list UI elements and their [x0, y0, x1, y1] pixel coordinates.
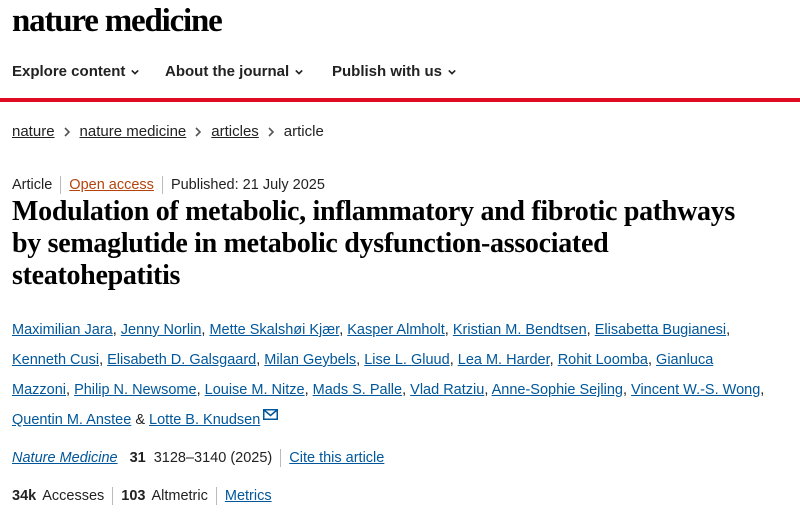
open-access-link[interactable]: Open access: [69, 177, 154, 193]
author-link[interactable]: Elisabeth D. Galsgaard: [107, 352, 257, 368]
author-link[interactable]: Philip N. Newsome: [74, 382, 197, 398]
article-metrics: [12, 487, 272, 505]
published-date: Published: 21 July 2025: [170, 177, 325, 193]
author-link[interactable]: Elisabetta Bugianesi: [594, 322, 727, 338]
accesses-count: 34k: [12, 488, 37, 504]
breadcrumb-nature[interactable]: nature: [12, 123, 55, 140]
divider: [60, 176, 61, 194]
accesses-label: Accesses: [42, 488, 105, 504]
nav-publish-with-us[interactable]: [332, 63, 456, 80]
altmetric-label: Altmetric: [151, 488, 208, 504]
breadcrumb: [12, 123, 324, 140]
author-list: Maximilian Jara, Jenny Norlin, Mette Skalshøi Kjær, Kasper Almholt, Kristian M. Bendtsen, Elisabetta Bugianesi, Kenneth Cusi, Elisabeth D. Galsgaard, Milan Geybels, Lise L. Gluud, Lea M. Harder, Rohit Loomba, Gianluca Mazzoni, Philip N. Newsome, Louise M. Nitze, Mads S. Palle, Vlad Ratziu, Anne-Sophie Sejling, Vincent W.-S. Wong, Quentin M. Anstee & Lotte B. Knudsen: [12, 322, 765, 428]
divider: [280, 449, 281, 467]
altmetric-score: 103: [121, 488, 146, 504]
author-link[interactable]: Milan Geybels: [264, 352, 357, 368]
journal-logo[interactable]: nature medicine: [12, 3, 222, 39]
author-link[interactable]: Vincent W.-S. Wong: [631, 382, 761, 398]
article-title: Modulation of metabolic, inflammatory and fibrotic pathways by semaglutide in metabolic dysfunction-associated steatohepatitis: [12, 196, 736, 291]
author-link[interactable]: Gianluca Mazzoni: [12, 352, 714, 398]
author-separator: &: [135, 412, 145, 428]
author-link[interactable]: Lea M. Harder: [457, 352, 550, 368]
author-link[interactable]: Lise L. Gluud: [364, 352, 450, 368]
author-link[interactable]: Jenny Norlin: [120, 322, 202, 338]
citation: [12, 449, 384, 467]
chevron-right-icon: [195, 127, 202, 137]
header: [0, 0, 800, 48]
author-link[interactable]: Vlad Ratziu: [410, 382, 485, 398]
author-link[interactable]: Kasper Almholt: [347, 322, 445, 338]
nav-about-journal[interactable]: [165, 63, 303, 80]
author-link[interactable]: Quentin M. Anstee: [12, 412, 132, 428]
article-type: Article: [12, 177, 53, 193]
main-nav: [0, 48, 800, 102]
volume: 31: [129, 450, 146, 466]
mail-icon[interactable]: [263, 409, 278, 420]
divider: [162, 176, 163, 194]
chevron-right-icon: [268, 127, 275, 137]
chevron-down-icon: [131, 68, 139, 76]
author-link[interactable]: Kenneth Cusi: [12, 352, 100, 368]
author-link[interactable]: Rohit Loomba: [557, 352, 648, 368]
author-link[interactable]: Mette Skalshøi Kjær: [209, 322, 340, 338]
author-link[interactable]: Maximilian Jara: [12, 322, 113, 338]
breadcrumb-nature-medicine[interactable]: nature medicine: [79, 123, 187, 140]
chevron-down-icon: [295, 68, 303, 76]
author-link[interactable]: Louise M. Nitze: [204, 382, 305, 398]
nav-label: About the journal: [165, 63, 290, 80]
cite-this-article-link[interactable]: Cite this article: [289, 450, 385, 466]
author-link[interactable]: Anne-Sophie Sejling: [491, 382, 623, 398]
chevron-down-icon: [448, 68, 456, 76]
article-meta: [12, 176, 325, 194]
nav-explore-content[interactable]: [12, 63, 139, 80]
divider: [216, 487, 217, 505]
journal-link[interactable]: Nature Medicine: [12, 450, 118, 466]
author-link[interactable]: Lotte B. Knudsen: [149, 412, 261, 428]
nav-label: Publish with us: [332, 63, 443, 80]
author-link[interactable]: Mads S. Palle: [312, 382, 403, 398]
breadcrumb-articles[interactable]: articles: [211, 123, 259, 140]
metrics-link[interactable]: Metrics: [224, 488, 272, 504]
chevron-right-icon: [64, 127, 71, 137]
breadcrumb-current: article: [283, 123, 324, 140]
pages: 3128–3140 (2025): [153, 450, 273, 466]
author-link[interactable]: Kristian M. Bendtsen: [452, 322, 587, 338]
nav-label: Explore content: [12, 63, 126, 80]
divider: [112, 487, 113, 505]
